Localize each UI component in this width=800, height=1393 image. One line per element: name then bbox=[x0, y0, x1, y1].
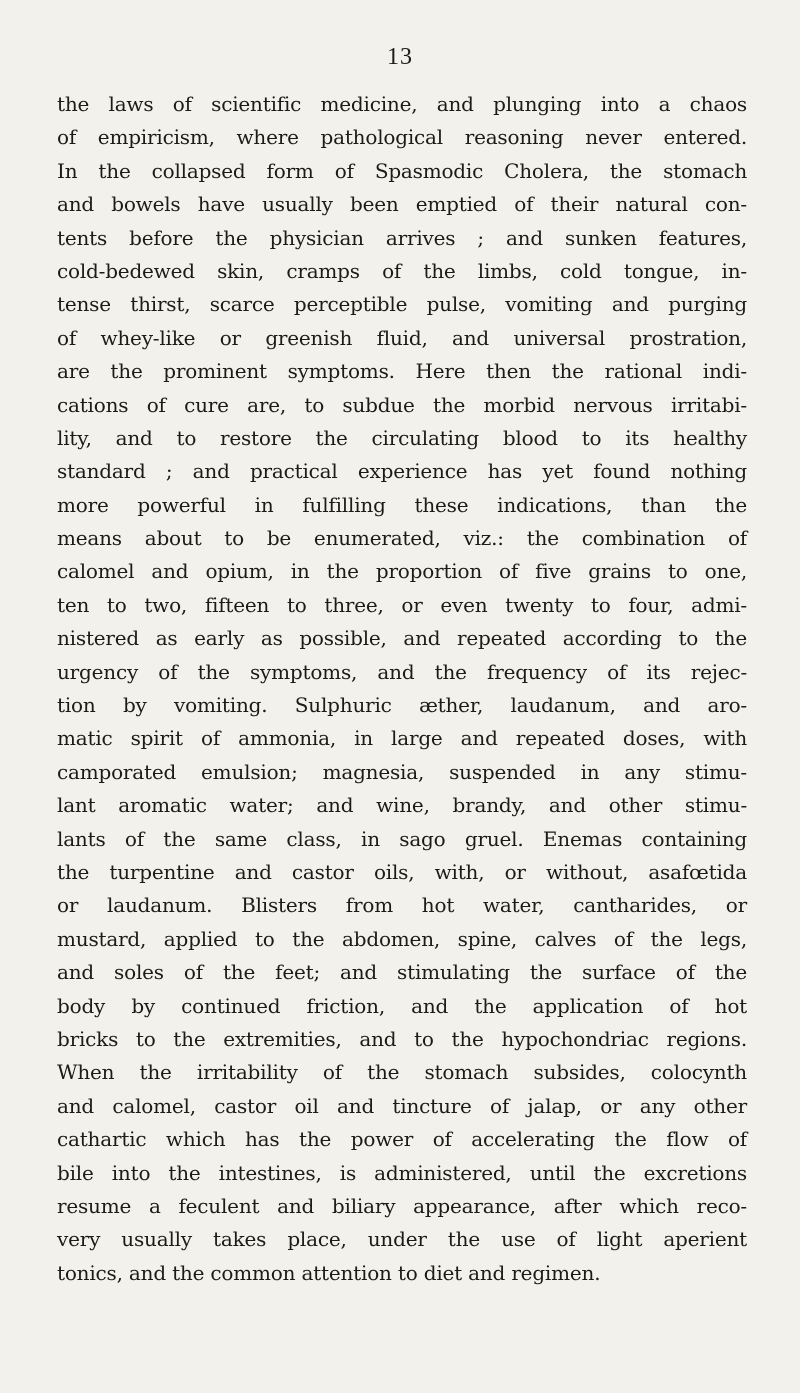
text-line: bile into the intestines, is administered, until the excretions bbox=[57, 1160, 747, 1185]
text-line: In the collapsed form of Spasmodic Cholera, the stomach bbox=[57, 158, 747, 183]
text-line: and soles of the feet; and stimulating the surface of the bbox=[57, 960, 747, 985]
text-line: urgency of the symptoms, and the frequency of its rejec- bbox=[57, 659, 747, 684]
text-line: and calomel, castor oil and tincture of jalap, or any other bbox=[57, 1093, 747, 1118]
text-line: the laws of scientific medicine, and plunging into a chaos bbox=[57, 92, 747, 116]
text-line: of whey-like or greenish fluid, and universal prostration, bbox=[57, 325, 747, 350]
text-line: or laudanum. Blisters from hot water, cantharides, or bbox=[57, 893, 747, 918]
text-line: body by continued friction, and the application of hot bbox=[57, 993, 747, 1018]
text-line: standard ; and practical experience has yet found nothing bbox=[57, 459, 747, 484]
text-line: cathartic which has the power of accelerating the flow of bbox=[57, 1127, 747, 1152]
text-line: lants of the same class, in sago gruel. Enemas containing bbox=[57, 826, 747, 851]
text-line: are the prominent symptoms. Here then the rational indi- bbox=[57, 359, 747, 384]
text-line: matic spirit of ammonia, in large and repeated doses, with bbox=[57, 726, 747, 751]
text-line: tion by vomiting. Sulphuric æther, laudanum, and aro- bbox=[57, 693, 747, 718]
text-line: calomel and opium, in the proportion of five grains to one, bbox=[57, 559, 747, 584]
text-line: ten to two, fifteen to three, or even twenty to four, admi- bbox=[57, 592, 747, 617]
text-line: tense thirst, scarce perceptible pulse, vomiting and purging bbox=[57, 292, 747, 317]
text-line: very usually takes place, under the use of light aperient bbox=[57, 1227, 747, 1252]
text-line: When the irritability of the stomach subsides, colocynth bbox=[57, 1060, 747, 1085]
text-line: means about to be enumerated, viz.: the combination of bbox=[57, 526, 747, 551]
text-line: mustard, applied to the abdomen, spine, calves of the legs, bbox=[57, 926, 747, 951]
text-line: cations of cure are, to subdue the morbid nervous irritabi- bbox=[57, 392, 747, 417]
text-line: lity, and to restore the circulating blood to its healthy bbox=[57, 425, 747, 450]
text-line: camporated emulsion; magnesia, suspended in any stimu- bbox=[57, 759, 747, 784]
page-number: 13 bbox=[387, 44, 413, 70]
text-line: tonics, and the common attention to diet and regimen. bbox=[57, 1260, 601, 1285]
text-line: lant aromatic water; and wine, brandy, and other stimu- bbox=[57, 793, 747, 818]
text-line: of empiricism, where pathological reasoning never entered. bbox=[57, 125, 747, 150]
body-text bbox=[57, 88, 747, 1290]
text-line: and bowels have usually been emptied of their natural con- bbox=[57, 192, 747, 217]
text-line: more powerful in fulfilling these indications, than the bbox=[57, 492, 747, 517]
text-line: nistered as early as possible, and repeated according to the bbox=[57, 626, 747, 651]
text-line: tents before the physician arrives ; and sunken features, bbox=[57, 225, 747, 250]
text-line: cold-bedewed skin, cramps of the limbs, cold tongue, in- bbox=[57, 258, 747, 283]
text-line: resume a feculent and biliary appearance, after which reco- bbox=[57, 1193, 747, 1218]
text-line: bricks to the extremities, and to the hypochondriac regions. bbox=[57, 1026, 747, 1051]
text-line: the turpentine and castor oils, with, or without, asafœtida bbox=[57, 859, 747, 884]
